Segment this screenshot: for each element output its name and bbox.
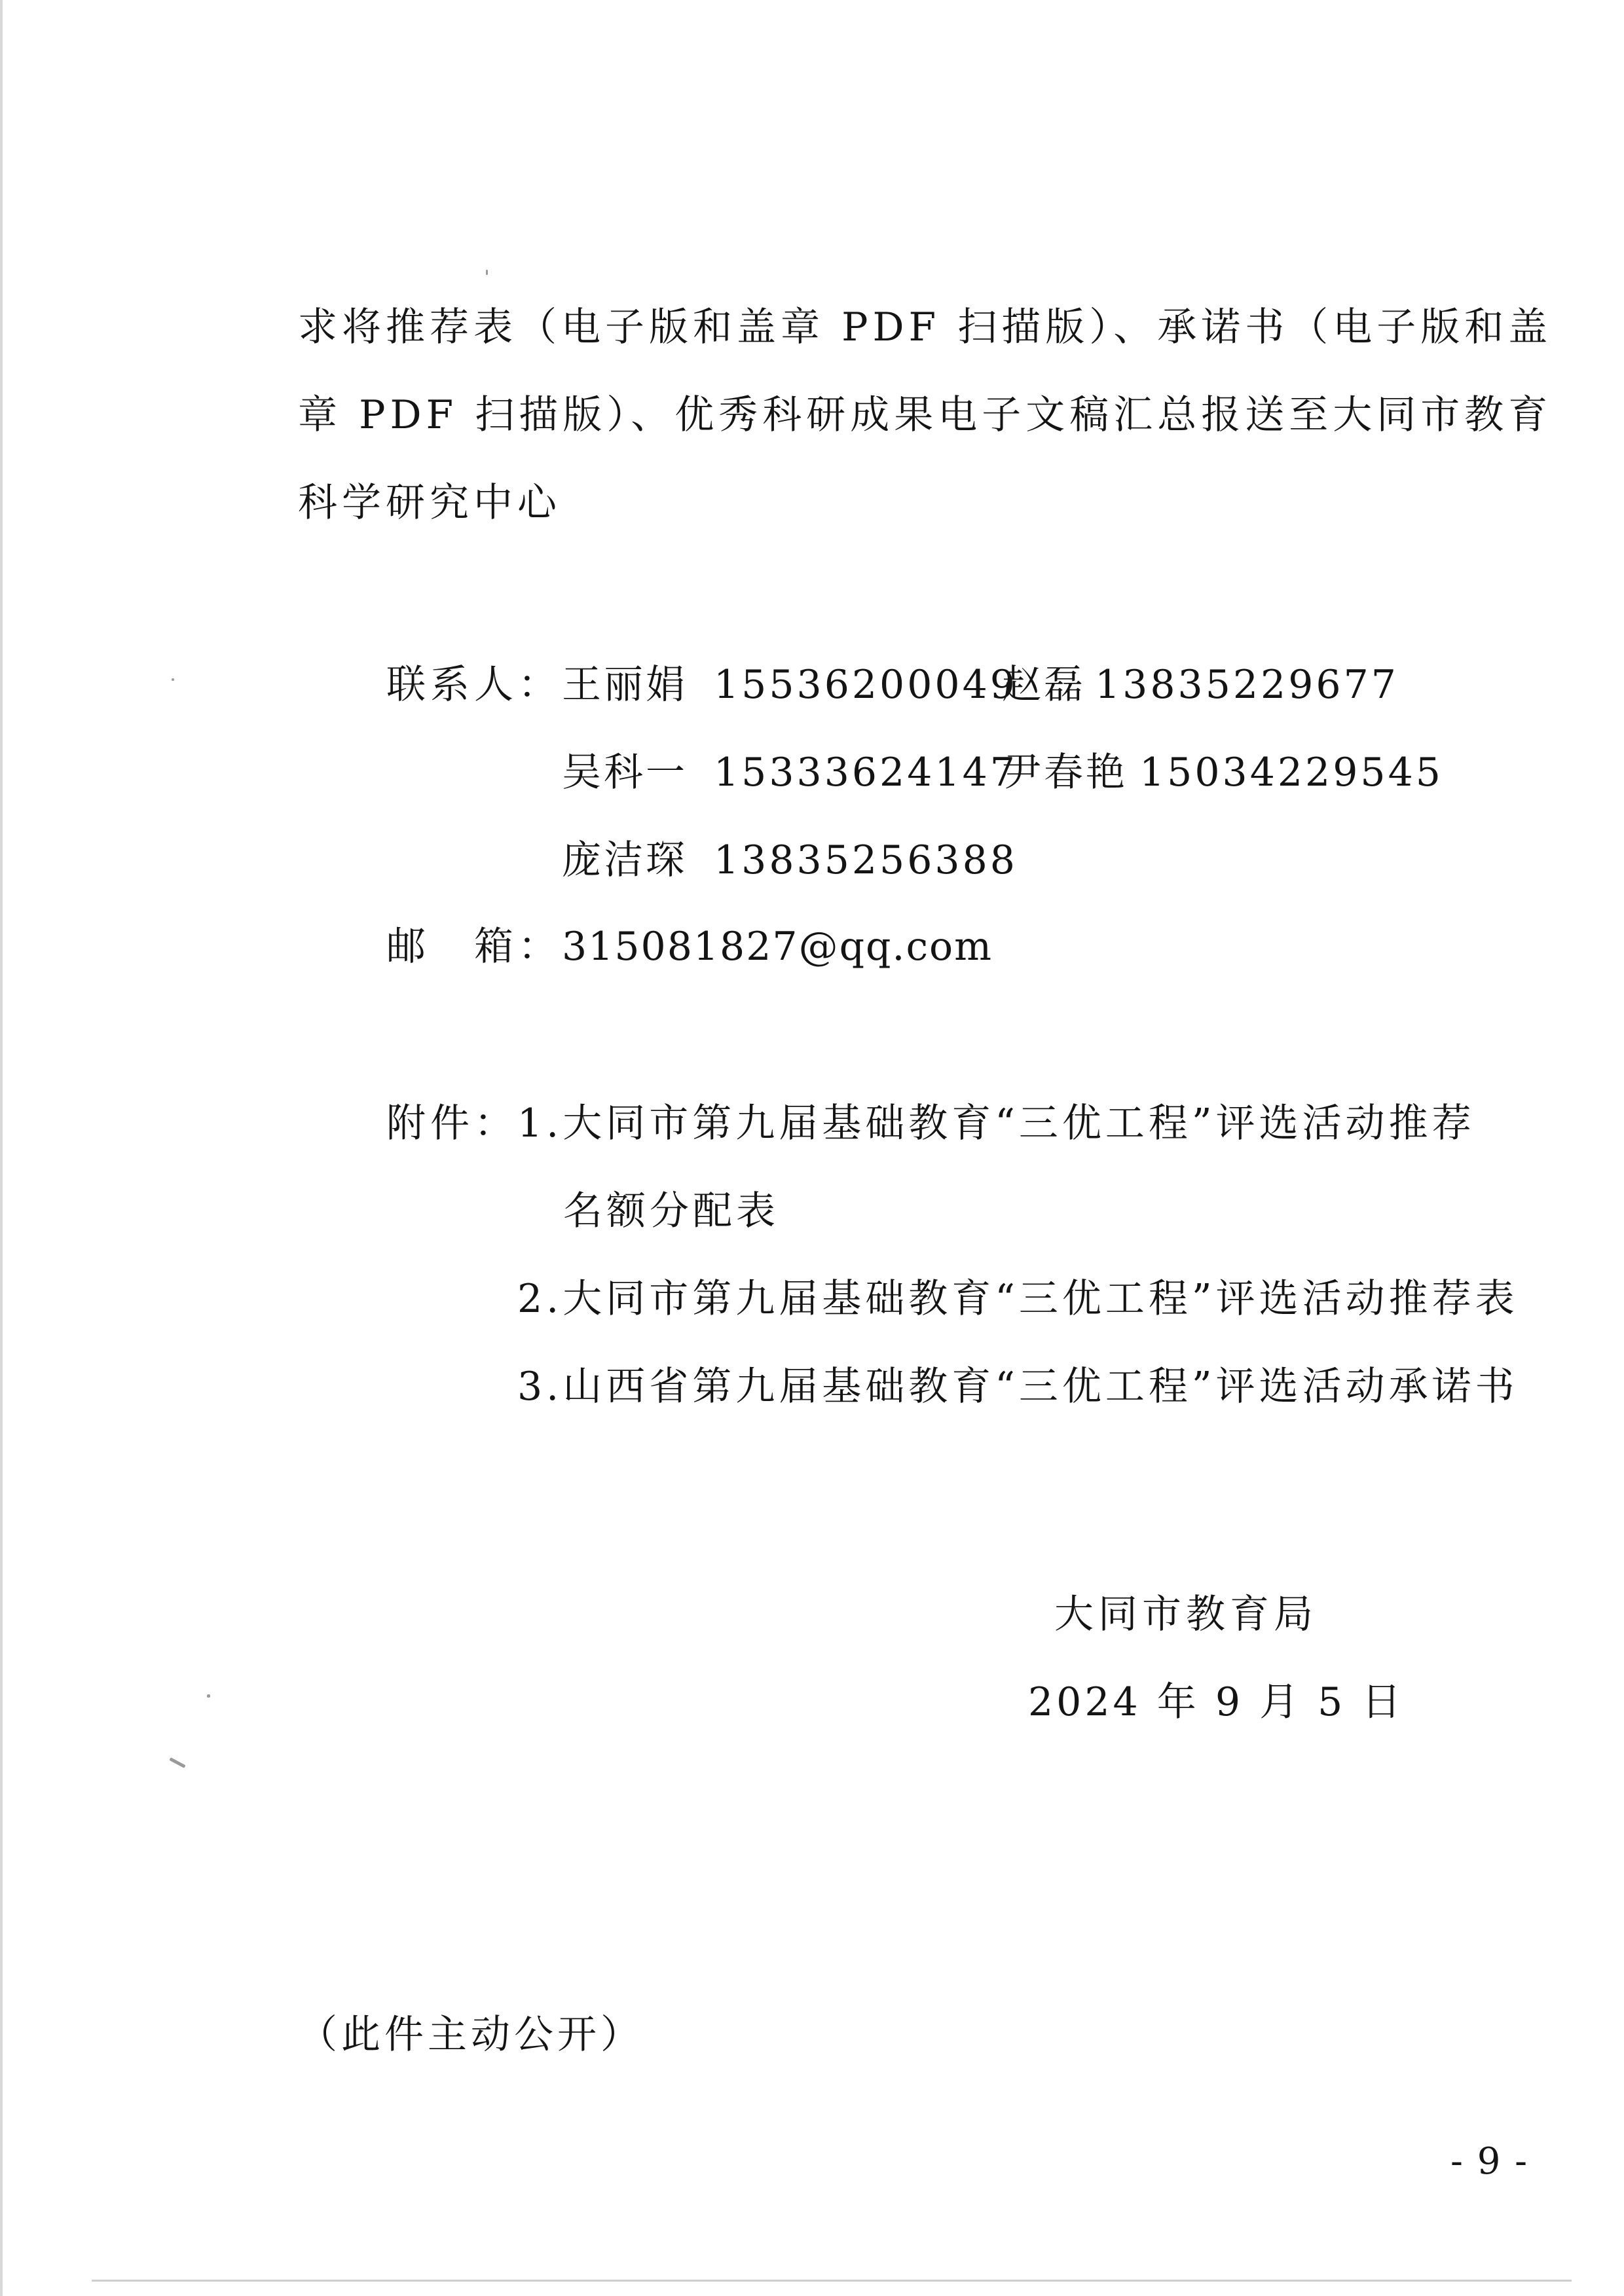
- contact-phone: 13835229677: [1095, 662, 1399, 708]
- body-line-3: 科学研究中心: [298, 480, 561, 526]
- email-address: 315081827@qq.com: [562, 924, 993, 970]
- scan-speck: [169, 1757, 185, 1768]
- disclosure-note: （此件主动公开）: [298, 2012, 644, 2058]
- contact-phone: 15536200049: [714, 662, 1018, 708]
- body-line-2: 章 PDF 扫描版）、优秀科研成果电子文稿汇总报送至大同市教育: [298, 392, 1553, 438]
- contact-name: 吴科一: [562, 750, 688, 795]
- body-line-1: 求将推荐表（电子版和盖章 PDF 扫描版）、承诺书（电子版和盖: [298, 304, 1553, 350]
- contact-phone: 15034229545: [1139, 750, 1443, 795]
- contact-phone: 13835256388: [714, 837, 1018, 883]
- contact-name: 王丽娟: [562, 662, 688, 708]
- attachment-item-3: 3.山西省第九届基础教育“三优工程”评选活动承诺书: [517, 1364, 1519, 1410]
- scan-speck: [207, 1694, 210, 1698]
- contact-name: 赵磊: [1002, 662, 1086, 708]
- attachment-item-2: 2.大同市第九届基础教育“三优工程”评选活动推荐表: [517, 1276, 1519, 1322]
- email-label: 邮 箱：: [386, 924, 562, 970]
- issuing-organization: 大同市教育局: [1054, 1592, 1318, 1637]
- body-paragraph: [298, 304, 1553, 567]
- attachment-item-1: 1.大同市第九届基础教育“三优工程”评选活动推荐: [517, 1101, 1475, 1146]
- attachments-label: 附件：: [386, 1101, 518, 1146]
- contact-phone: 15333624147: [714, 750, 1018, 795]
- issue-date: 2024 年 9 月 5 日: [1028, 1679, 1405, 1725]
- scan-edge-bottom: [92, 2280, 1572, 2282]
- contacts-label: 联系人：: [386, 662, 562, 708]
- page-number: - 9 -: [1450, 2140, 1529, 2183]
- attachment-item-1-continued: 名额分配表: [563, 1188, 779, 1234]
- scan-edge-left: [0, 0, 3, 2296]
- contact-name: 庞洁琛: [562, 837, 688, 883]
- scan-speck: [486, 270, 488, 275]
- contact-name: 尹春艳: [1002, 750, 1128, 795]
- scan-speck: [172, 678, 174, 681]
